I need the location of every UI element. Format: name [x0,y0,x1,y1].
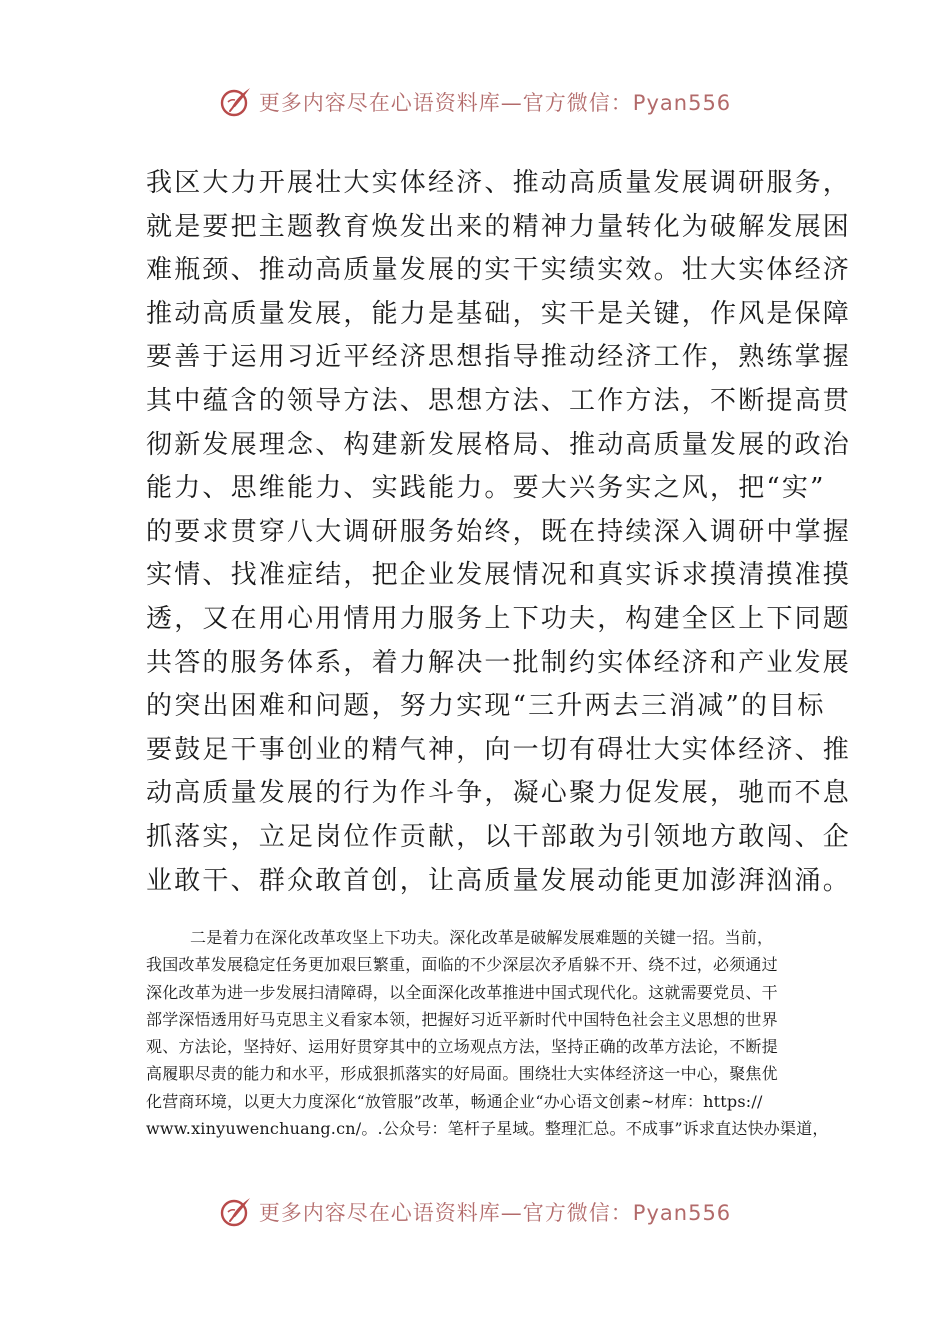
second-paragraph-line: 我国改革发展稳定任务更加艰巨繁重，面临的不少深层次矛盾躲不开、绕不过，必须通过 [146,955,778,975]
second-paragraph-line: 深化改革为进一步发展扫清障碍，以全面深化改革推进中国式现代化。这就需要党员、干 [146,982,778,1002]
main-paragraph-line: 的突出困难和问题，努力实现“三升两去三消减”的目标 [146,691,826,722]
main-paragraph-line: 难瓶颈、推动高质量发展的实干实绩实效。壮大实体经济 [146,255,852,286]
main-paragraph-line: 就是要把主题教育焕发出来的精神力量转化为破解发展困 [146,211,852,242]
footer-banner-text: 更多内容尽在心语资料库—官方微信：Pyan556 [258,1201,732,1225]
main-paragraph-line: 共答的服务体系，着力解决一批制约实体经济和产业发展 [146,647,852,678]
quill-seal-icon [219,85,253,119]
second-paragraph-line: 部学深悟透用好马克思主义看家本领，把握好习近平新时代中国特色社会主义思想的世界 [146,1009,778,1029]
header-banner-text: 更多内容尽在心语资料库—官方微信：Pyan556 [258,91,732,115]
second-paragraph-line: 化营商环境，以更大力度深化“放管服”改革，畅通企业“办心语文创素~材库：https:// [146,1091,763,1111]
main-paragraph-line: 我区大力开展壮大实体经济、推动高质量发展调研服务， [146,168,852,198]
main-paragraph-line: 透，又在用心用情用力服务上下功夫，构建全区上下同题 [146,603,852,634]
main-paragraph-line: 动高质量发展的行为作斗争，凝心聚力促发展，驰而不息 [146,778,852,809]
second-paragraph [146,924,829,1142]
main-paragraph-line: 能力、思维能力、实践能力。要大兴务实之风，把“实” [146,473,826,504]
header-banner [0,82,950,122]
second-paragraph-line: 二是着力在深化改革攻坚上下功夫。深化改革是破解发展难题的关键一招。当前， [190,928,774,947]
footer-banner [0,1192,950,1232]
main-paragraph-line: 要鼓足干事创业的精气神，向一切有碍壮大实体经济、推 [146,734,852,765]
second-paragraph-line: 高履职尽责的能力和水平，形成狠抓落实的好局面。围绕壮大实体经济这一中心，聚焦优 [146,1064,778,1084]
second-paragraph-line: 观、方法论，坚持好、运用好贯穿其中的立场观点方法，坚持正确的改革方法论，不断提 [146,1037,778,1057]
main-paragraph-line: 的要求贯穿八大调研服务始终，既在持续深入调研中掌握 [146,516,852,547]
main-paragraph-line: 彻新发展理念、构建新发展格局、推动高质量发展的政治 [146,429,852,460]
main-paragraph-line: 抓落实，立足岗位作贡献，以干部敢为引领地方敢闯、企 [146,821,852,852]
quill-seal-icon [219,1195,253,1229]
main-paragraph [146,162,852,903]
main-paragraph-line: 其中蕴含的领导方法、思想方法、工作方法，不断提高贯 [146,385,852,416]
main-paragraph-line: 推动高质量发展，能力是基础，实干是关键，作风是保障 [146,298,852,329]
main-paragraph-line: 实情、找准症结，把企业发展情况和真实诉求摸清摸准摸 [146,560,852,591]
main-paragraph-line: 要善于运用习近平经济思想指导推动经济工作，熟练掌握 [146,342,852,373]
second-paragraph-line: www.xinyuwenchuang.cn/。.公众号：笔杆子星域。整理汇总。不成事”诉求直达快办渠道， [146,1119,829,1139]
main-paragraph-line: 业敢干、群众敢首创，让高质量发展动能更加澎湃汹涌。 [146,865,852,896]
